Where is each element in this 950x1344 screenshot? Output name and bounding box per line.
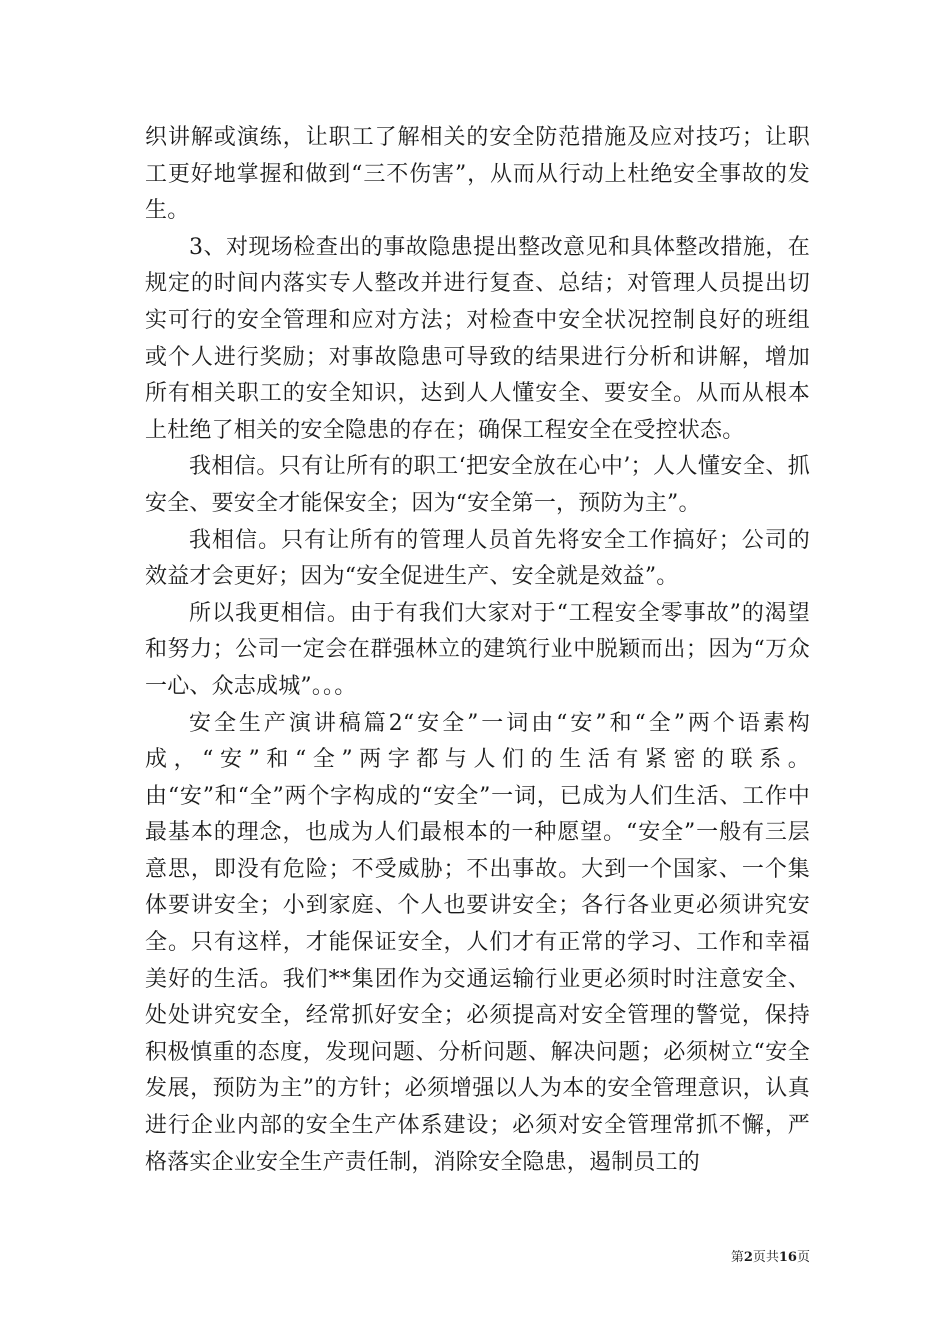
paragraph-3: 我相信。只有让所有的职工‘把安全放在心中’；人人懂安全、抓安全、要安全才能保安全；因为“安全第一，预防为主”。 xyxy=(145,454,810,516)
paragraph-5: 所以我更相信。由于有我们大家对于“工程安全零事故”的渴望和努力；公司一定会在群强林立的建筑行业中脱颖而出；因为“万众一心、众志成城”。。。 xyxy=(145,600,810,699)
total-page-count: 16 xyxy=(778,1250,797,1265)
paragraph-2: 3、对现场检查出的事故隐患提出整改意见和具体整改措施，在规定的时间内落实专人整改并进行复查、总结；对管理人员提出切实可行的安全管理和应对方法；对检查中安全状况控制良好的班组或个人进行奖励；对事故隐患可导致的结果进行分析和讲解，增加所有相关职工的安全知识，达到人人懂安全、要安全。从而从根本上杜绝了相关的安全隐患的存在；确保工程安全在受控状态。 xyxy=(145,234,810,443)
footer-suffix: 页 xyxy=(796,1250,810,1265)
paragraph-6: 安全生产演讲稿篇2“安全”一词由“安”和“全”两个语素构成，“安”和“全”两字都与人们的生活有紧密的联系。由“安”和“全”两个字构成的“安全”一词，已成为人们生活、工作中最基本的理念，也成为人们最根本的一种愿望。“安全”一般有三层意思，即没有危险；不受威胁；不出事故。大到一个国家、一个集体要讲安全；小到家庭、个人也要讲安全；各行各业更必须讲究安全。只有这样，才能保证安全，人们才有正常的学习、工作和幸福美好的生活。我们**集团作为交通运输行业更必须时时注意安全、处处讲究安全，经常抓好安全；必须提高对安全管理的警觉，保持积极慎重的态度，发现问题、分析问题、解决问题；必须树立“安全发展，预防为主”的方针；必须增强以人为本的安全管理意识，认真进行企业内部的安全生产体系建设；必须对安全管理常抓不懈，严格落实企业安全生产责任制，消除安全隐患，遏制员工的 xyxy=(145,710,810,1175)
paragraph-1: 织讲解或演练，让职工了解相关的安全防范措施及应对技巧；让职工更好地掌握和做到“三不伤害”，从而从行动上杜绝安全事故的发生。 xyxy=(145,125,810,224)
page-number-footer xyxy=(700,1249,810,1267)
current-page-number: 2 xyxy=(743,1250,753,1265)
paragraph-4: 我相信。只有让所有的管理人员首先将安全工作搞好；公司的效益才会更好；因为“安全促进生产、安全就是效益”。 xyxy=(145,527,810,590)
footer-middle: 页共 xyxy=(752,1250,779,1265)
footer-prefix: 第 xyxy=(730,1250,744,1265)
document-body xyxy=(145,120,810,1181)
